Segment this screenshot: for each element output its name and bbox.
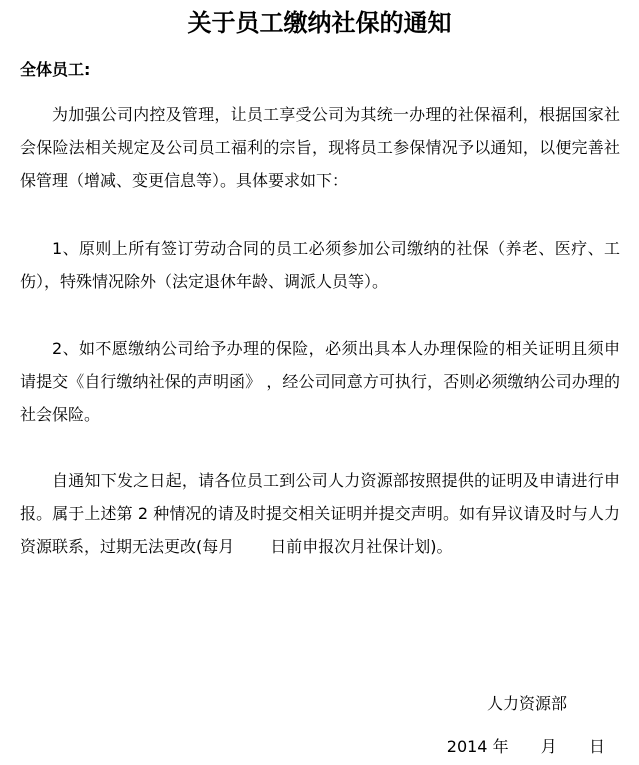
document-title: 关于员工缴纳社保的通知 — [187, 8, 452, 37]
intro-paragraph: 为加强公司内控及管理，让员工享受公司为其统一办理的社保福利，根据国家社会保险法相关规定及公司员工福利的宗旨，现将员工参保情况予以通知，以便完善社保管理（增减、变更信息等）。具体要求如下： — [20, 105, 620, 190]
date-month-unit: 月 — [540, 737, 557, 756]
date-year-unit: 年 — [492, 737, 509, 756]
date-day-unit: 日 — [588, 737, 605, 756]
closing-text-after-blank: 日前申报次月社保计划)。 — [270, 537, 453, 556]
date-year: 2014 — [446, 737, 488, 756]
salutation: 全体员工: — [20, 60, 91, 79]
signature-department: 人力资源部 — [486, 694, 567, 713]
signature-date — [447, 735, 605, 759]
closing-paragraph — [20, 464, 620, 563]
closing-text-before-blank: 自通知下发之日起，请各位员工到公司人力资源部按照提供的证明及申请进行申报。属于上述第 2 种情况的请及时提交相关证明并提交声明。如有异议请及时与人力资源联系，过期无法更改(每月 — [20, 471, 620, 556]
rule-2-paragraph: 2、如不愿缴纳公司给予办理的保险，必须出具本人办理保险的相关证明且须申请提交《自行缴纳社保的声明函》 ，经公司同意方可执行，否则必须缴纳公司办理的社会保险。 — [20, 339, 620, 424]
rule-1-paragraph: 1、原则上所有签订劳动合同的员工必须参加公司缴纳的社保（养老、医疗、工伤），特殊情况除外（法定退休年龄、调派人员等）。 — [20, 239, 620, 291]
